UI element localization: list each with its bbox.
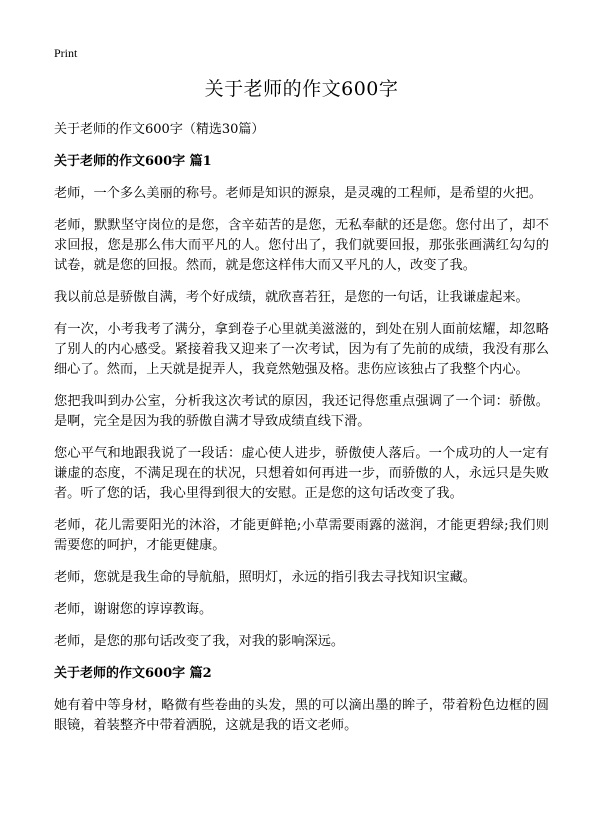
- paragraph: 您把我叫到办公室，分析我这次考试的原因，我还记得您重点强调了一个词：骄傲。是啊，完全是因为我的骄傲自满才导致成绩直线下滑。: [54, 394, 549, 429]
- paragraph: 我以前总是骄傲自满，考个好成绩，就欣喜若狂，是您的一句话，让我谦虚起来。: [54, 290, 529, 305]
- paragraph: 老师，一个多么美丽的称号。老师是知识的源泉，是灵魂的工程师，是希望的火把。: [54, 186, 542, 201]
- paragraph: 老师，您就是我生命的导航船，照明灯，永远的指引我去寻找知识宝藏。: [54, 570, 476, 585]
- paragraph: 老师，是您的那句话改变了我，对我的影响深远。: [54, 634, 345, 649]
- document-subtitle: 关于老师的作文600字（精选30篇）: [54, 122, 265, 137]
- section-heading: 关于老师的作文600字 篇2: [54, 666, 212, 681]
- section-heading: 关于老师的作文600字 篇1: [54, 154, 212, 169]
- page-title: 关于老师的作文600字: [204, 78, 399, 100]
- paragraph: 老师，谢谢您的谆谆教诲。: [54, 602, 213, 617]
- document-page: [54, 74, 549, 748]
- paragraph: 老师，默默坚守岗位的是您，含辛茹苦的是您，无私奉献的还是您。您付出了，却不求回报，您是那么伟大而平凡的人。您付出了，我们就要回报，那张张画满红勾勾的试卷，就是您的回报。然而，就是您这样伟大而又平凡的人，改变了我。: [54, 218, 549, 273]
- paragraph: 她有着中等身材，略微有些卷曲的头发，黑的可以滴出墨的眸子，带着粉色边框的圆眼镜，着装整齐中带着洒脱，这就是我的语文老师。: [54, 698, 549, 733]
- paragraph: 有一次，小考我考了满分，拿到卷子心里就美滋滋的，到处在别人面前炫耀，却忽略了别人的内心感受。紧接着我又迎来了一次考试，因为有了先前的成绩，我没有那么细心了。然而，上天就是捉弄人，我竟然勉强及格。悲伤应该独占了我整个内心。: [54, 322, 549, 377]
- paragraph: 您心平气和地跟我说了一段话：虚心使人进步，骄傲使人落后。一个成功的人一定有谦虚的态度，不满足现在的状况，只想着如何再进一步，而骄傲的人，永远只是失败者。听了您的话，我心里得到很大的安慰。正是您的这句话改变了我。: [54, 446, 549, 501]
- print-link[interactable]: Print: [54, 46, 78, 60]
- paragraph: 老师，花儿需要阳光的沐浴，才能更鲜艳;小草需要雨露的滋润，才能更碧绿;我们则需要您的呵护，才能更健康。: [54, 518, 549, 553]
